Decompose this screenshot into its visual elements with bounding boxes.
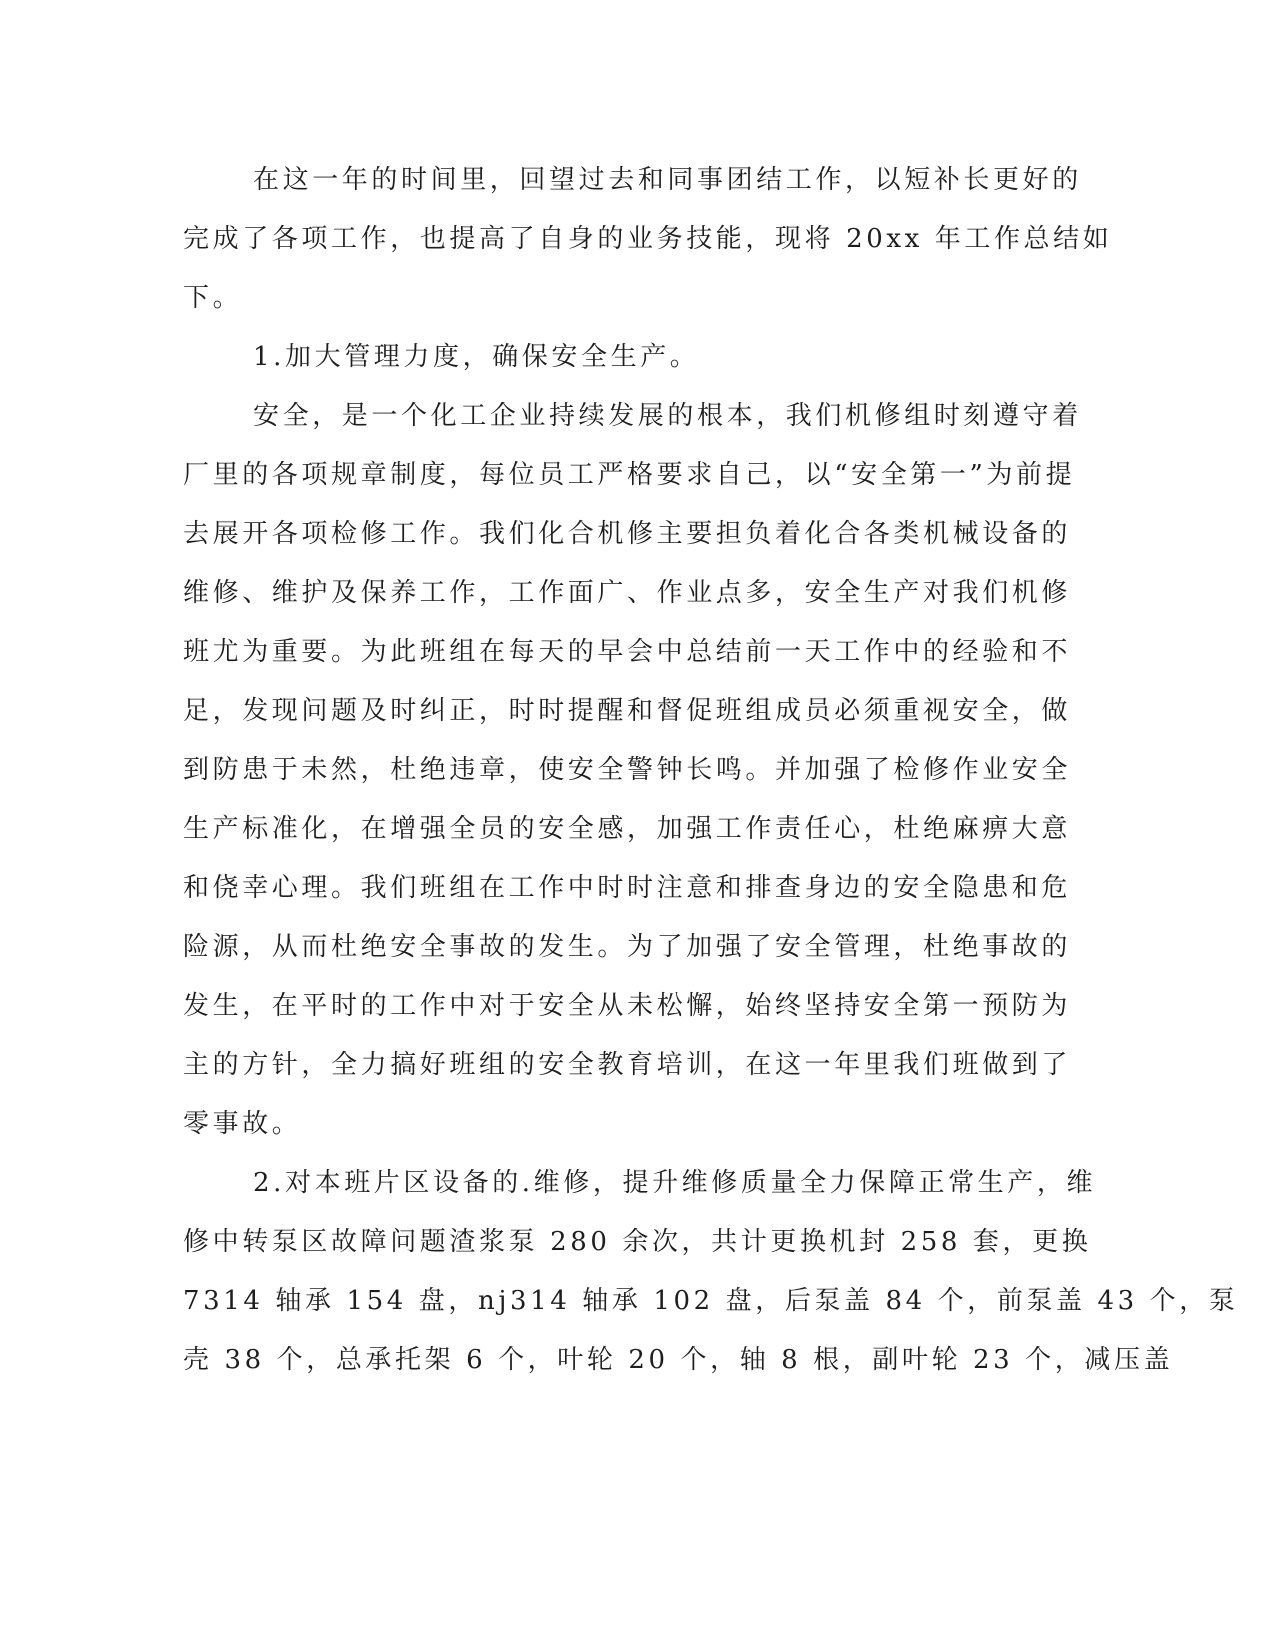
- paragraph-1-line-2: 完成了各项工作，也提高了自身的业务技能，现将 20xx 年工作总结如: [183, 224, 1113, 254]
- paragraph-2-line-5: 班尤为重要。为此班组在每天的早会中总结前一天工作中的经验和不: [183, 637, 1072, 667]
- paragraph-1-line-3: 下。: [183, 283, 243, 313]
- paragraph-2-line-1: 安全，是一个化工企业持续发展的根本，我们机修组时刻遵守着: [253, 401, 1082, 431]
- paragraph-2-line-7: 到防患于未然，杜绝违章，使安全警钟长鸣。并加强了检修作业安全: [183, 755, 1072, 785]
- paragraph-2-line-12: 主的方针，全力搞好班组的安全教育培训，在这一年里我们班做到了: [183, 1050, 1072, 1080]
- paragraph-2-line-9: 和侥幸心理。我们班组在工作中时时注意和排查身边的安全隐患和危: [183, 873, 1072, 903]
- paragraph-2-line-10: 险源，从而杜绝安全事故的发生。为了加强了安全管理，杜绝事故的: [183, 932, 1072, 962]
- paragraph-3-line-1: 2.对本班片区设备的.维修，提升维修质量全力保障正常生产，维: [253, 1168, 1097, 1198]
- paragraph-2-line-2: 厂里的各项规章制度，每位员工严格要求自己，以“安全第一”为前提: [183, 460, 1076, 490]
- paragraph-2-line-3: 去展开各项检修工作。我们化合机修主要担负着化合各类机械设备的: [183, 519, 1072, 549]
- section-heading-1: 1.加大管理力度，确保安全生产。: [253, 342, 700, 372]
- paragraph-2-line-13: 零事故。: [183, 1109, 302, 1139]
- paragraph-3-line-4: 壳 38 个，总承托架 6 个，叶轮 20 个，轴 8 根，副叶轮 23 个，减压盖: [183, 1345, 1174, 1375]
- paragraph-2-line-11: 发生，在平时的工作中对于安全从未松懈，始终坚持安全第一预防为: [183, 991, 1072, 1021]
- paragraph-2-line-4: 维修、维护及保养工作，工作面广、作业点多，安全生产对我们机修: [183, 578, 1072, 608]
- paragraph-2-line-8: 生产标准化，在增强全员的安全感，加强工作责任心，杜绝麻痹大意: [183, 814, 1072, 844]
- paragraph-3-line-3: 7314 轴承 154 盘，nj314 轴承 102 盘，后泵盖 84 个，前泵盖 43 个，泵: [183, 1286, 1239, 1316]
- paragraph-3-line-2: 修中转泵区故障问题渣浆泵 280 余次，共计更换机封 258 套，更换: [183, 1227, 1092, 1257]
- paragraph-1-line-1: 在这一年的时间里，回望过去和同事团结工作，以短补长更好的: [253, 165, 1082, 195]
- paragraph-2-line-6: 足，发现问题及时纠正，时时提醒和督促班组成员必须重视安全，做: [183, 696, 1072, 726]
